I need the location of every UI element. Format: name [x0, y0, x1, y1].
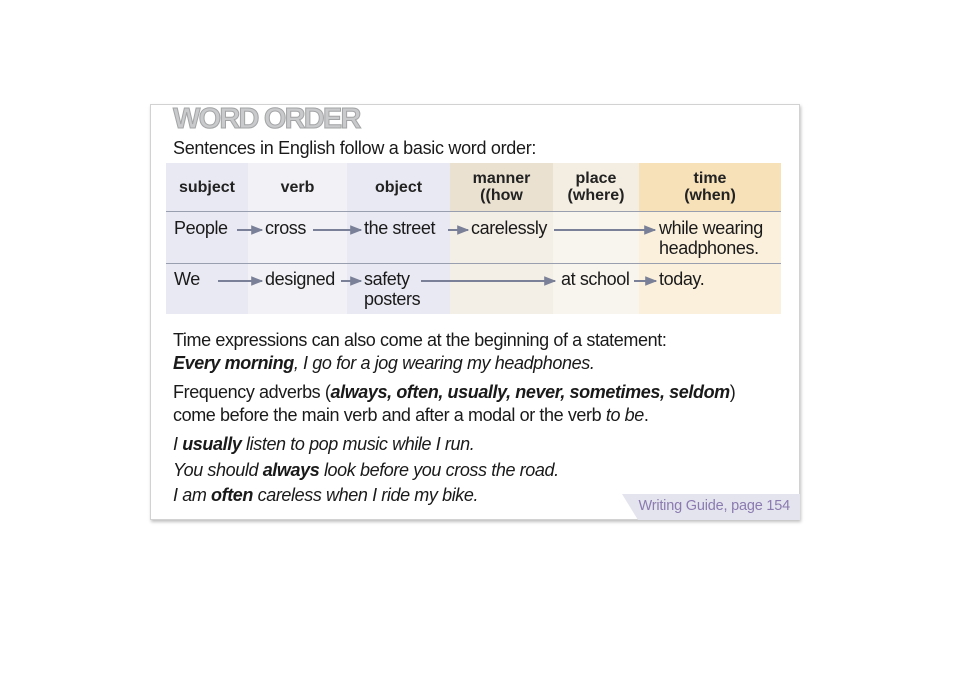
time-expression-note: Time expressions can also come at the beginning of a statement:: [173, 330, 667, 350]
row2-subject: We: [174, 269, 200, 289]
header-time: time (when): [684, 170, 736, 204]
row2-time: today.: [659, 269, 705, 289]
word-order-table: [166, 163, 781, 314]
row1-object: the street: [364, 218, 436, 238]
row1-time-line2: headphones.: [659, 238, 759, 258]
row1-subject: People: [174, 218, 228, 238]
row1-manner: carelessly: [471, 218, 548, 238]
row2-place: at school: [561, 269, 630, 289]
writing-guide-reference[interactable]: Writing Guide, page 154: [638, 498, 790, 514]
row2-verb: designed: [265, 269, 335, 289]
flow-arrows: [166, 163, 781, 314]
example-sentence-2: You should always look before you cross the road.: [173, 460, 559, 480]
header-place: place (where): [567, 170, 625, 204]
time-expression-example: Every morning, I go for a jog wearing my headphones.: [173, 353, 595, 373]
row1-verb: cross: [265, 218, 307, 238]
intro-text: Sentences in English follow a basic word order:: [173, 138, 537, 158]
header-subject: subject: [178, 178, 235, 196]
header-manner: manner ((how: [472, 170, 531, 204]
frequency-adverbs-note-line2: come before the main verb and after a modal or the verb to be.: [173, 405, 649, 425]
example-sentence-1: I usually listen to pop music while I run.: [173, 434, 475, 454]
example-sentence-3: I am often careless when I ride my bike.: [173, 485, 479, 505]
row2-object-line1: safety: [364, 269, 410, 289]
row2-object-line2: posters: [364, 289, 421, 309]
frequency-adverbs-note-line1: Frequency adverbs (always, often, usually, never, sometimes, seldom): [173, 382, 736, 402]
card-title: WORD ORDER: [173, 103, 360, 135]
writing-guide-tab[interactable]: [622, 494, 800, 520]
grammar-card: [150, 104, 800, 520]
row1-time-line1: while wearing: [659, 218, 763, 238]
header-verb: verb: [280, 178, 315, 196]
header-object: object: [374, 178, 423, 196]
